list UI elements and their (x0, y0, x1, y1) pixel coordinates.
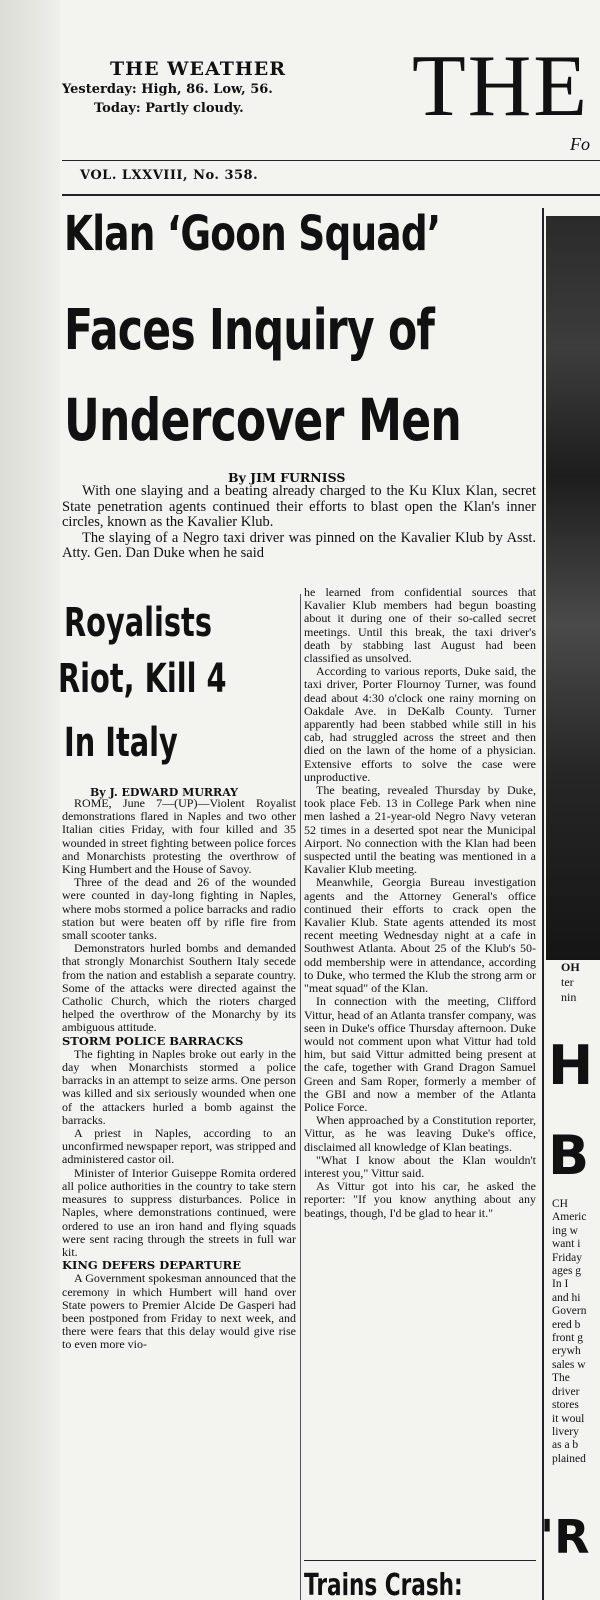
text-line: In I (552, 1278, 569, 1291)
caption-line: ter (561, 975, 574, 989)
second-headline-line-1: Royalists (64, 600, 212, 646)
text-line: it woul (552, 1412, 585, 1425)
cropped-headline: B (548, 1124, 590, 1187)
news-photo (546, 216, 600, 960)
text-line: Govern (552, 1305, 587, 1318)
story-paragraph: Demonstrators hurled bombs and demanded that strongly Monarchist Southern Italy secede from the nation and establish a separate country. Some of the attacks were directed against the Catholic Church, which the rioters charged helped the overthrow of the Monarchy by its ambiguous attitude. (62, 941, 296, 1035)
second-story-body (62, 797, 296, 1352)
text-line: ing w (552, 1224, 578, 1237)
lead-story-continuation (304, 586, 536, 1220)
column-rule (304, 1560, 536, 1561)
caption-line: nin (561, 990, 577, 1004)
masthead-rule-bottom (62, 194, 600, 196)
text-line: livery (552, 1425, 579, 1438)
second-headline-line-3: In Italy (64, 720, 178, 766)
text-line: as a b (552, 1439, 579, 1452)
cropped-headline: 'R (540, 1510, 590, 1564)
page-edge-shadow (0, 0, 60, 1600)
story-paragraph: A Government spokesman announced that the ceremony in which Humbert will hand over State powers to Premier Alcide De Gasperi had been postponed from Friday to next week, and there were fears that this delay would give rise to even more vio- (62, 1271, 296, 1352)
lead-headline-line-3: Undercover Men (64, 386, 461, 454)
text-line: CH (552, 1198, 568, 1210)
text-line: and hi (552, 1291, 581, 1304)
column-rule (300, 594, 301, 1600)
text-line: driver (552, 1385, 580, 1398)
story-paragraph: When approached by a Constitution reporter, Vittur, as he was leaving Duke's office, disclaimed all knowledge of Klan beatings. (304, 1113, 536, 1154)
masthead-title: THE (412, 38, 590, 135)
lead-byline: By JIM FURNISS (228, 470, 346, 485)
weather-today: Today: Partly cloudy. (94, 101, 244, 116)
photo-caption-fragment (561, 960, 600, 1005)
text-line: The (552, 1372, 570, 1385)
lede-paragraph: With one slaying and a beating already charged to the Ku Klux Klan, secret State penetration agents continued their efforts to blast open the Klan's inner circles, known as the Kavalier Klub. (62, 483, 536, 530)
masthead-subtitle: Fo (570, 134, 590, 154)
weather-title: THE WEATHER (110, 58, 287, 80)
lead-headline-line-1: Klan ‘Goon Squad’ (64, 206, 441, 262)
weather-box (62, 58, 322, 118)
story-paragraph: A priest in Naples, according to an unconfirmed newspaper report, was stripped and administered castor oil. (62, 1126, 296, 1167)
story-paragraph: Three of the dead and 26 of the wounded were counted in day-long fighting in Naples, where mobs stormed a police barracks and radio station but were beaten off by rifle fire from small scooter tanks. (62, 875, 296, 943)
text-line: stores (552, 1399, 579, 1412)
story-paragraph: In connection with the meeting, Clifford Vittur, head of an Atlanta transfer company, was seen in Duke's office Thursday afternoon. Duke would not comment upon what Vittur had told him, but said Vittur admitted being present at the cafe, together with Grand Dragon Samuel Green and Sam Roper, formerly a member of the GBI and now a member of the Atlanta Police Force. (304, 994, 536, 1114)
story-paragraph: The beating, revealed Thursday by Duke, took place Feb. 13 in College Park when nine men lashed a 21-year-old Negro Navy veteran 52 times in a deserted spot near the Municipal Airport. No connection with the Klan had been suspected until the beating was mentioned in a Kavalier Klub meeting. (304, 783, 536, 877)
text-line: ages g (552, 1265, 582, 1278)
story-paragraph: "What I know about the Klan wouldn't interest you," Vittur said. (304, 1152, 536, 1180)
text-line: front g (552, 1332, 583, 1345)
caption-line: OH (561, 960, 580, 974)
lead-headline-line-2: Faces Inquiry of (64, 298, 435, 363)
text-line: sales w (552, 1358, 586, 1371)
text-line: want i (552, 1238, 581, 1251)
story-paragraph: he learned from confidential sources that Kavalier Klub members had begun boasting about it during one of their so-called secret meetings. Until this break, the taxi driver's death by stabbing last August had been classified as unsolved. (304, 585, 536, 666)
lead-lede (62, 484, 536, 562)
story-paragraph: Minister of Interior Guiseppe Romita ordered all police authorities in the country to take stern measures to suppress disturbances. Police in Naples, where demonstrations continued, were ordered to use an iron hand and flying squads were sent racing through the streets in full war kit. (62, 1165, 296, 1259)
text-line: Americ (552, 1211, 587, 1224)
second-headline-line-2: Riot, Kill 4 (58, 656, 227, 702)
story-paragraph: As Vittur got into his car, he asked the reporter: "If you know anything about any beatings, though, I'd be glad to hear it." (304, 1179, 536, 1220)
masthead-rule-top (62, 160, 600, 161)
subhead: STORM POLICE BARRACKS (62, 1033, 244, 1048)
volume-line: VOL. LXXVIII, No. 358. (80, 168, 259, 183)
text-line: plained (552, 1452, 586, 1465)
story-paragraph: Meanwhile, Georgia Bureau investigation agents and the Attorney General's office continued their efforts to crack open the Kavalier Klub. State agents attended its most recent meeting Wednesday night at a cafe in Southwest Atlanta. About 25 of the Klub's 50-odd membership were in attendance, according to Duke, who termed the Klub the strong arm or "meat squad" of the Klan. (304, 875, 536, 996)
column-rule (542, 208, 544, 1600)
second-byline: By J. EDWARD MURRAY (90, 786, 239, 799)
text-line: Friday (552, 1251, 583, 1264)
weather-yesterday: Yesterday: High, 86. Low, 56. (62, 82, 273, 97)
cropped-headline: H (548, 1034, 594, 1097)
text-line: ered b (552, 1318, 581, 1331)
bottom-headline: Trains Crash: (304, 1568, 463, 1600)
story-paragraph: According to various reports, Duke said, the taxi driver, Porter Flournoy Turner, was found dead about 4:30 o'clock one rainy morning on Oakdale Ave. in DeKalb County. Turner apparently had been stabbed while still in his cab, had struggled across the street and then died on the lawn of the home of a physician. Extensive efforts to solve the case were unproductive. (304, 664, 536, 784)
lede-paragraph: The slaying of a Negro taxi driver was pinned on the Kavalier Klub by Asst. Atty. Gen. Dan Duke when he said (62, 529, 536, 561)
story-paragraph: ROME, June 7—(UP)—Violent Royalist demonstrations flared in Naples and two other Italian cities Friday, with four killed and 35 wounded in street fighting between police forces and Monarchists protesting the overthrow of King Humbert and the House of Savoy. (62, 796, 296, 877)
subhead: KING DEFERS DEPARTURE (62, 1258, 241, 1273)
cropped-column-text (552, 1198, 600, 1466)
story-paragraph: The fighting in Naples broke out early in the day when Monarchists stormed a police barracks in an attempt to seize arms. One person was killed and six seriously wounded when one of the attackers hurled a bomb against the barracks. (62, 1046, 296, 1127)
text-line: erywh (552, 1345, 581, 1358)
